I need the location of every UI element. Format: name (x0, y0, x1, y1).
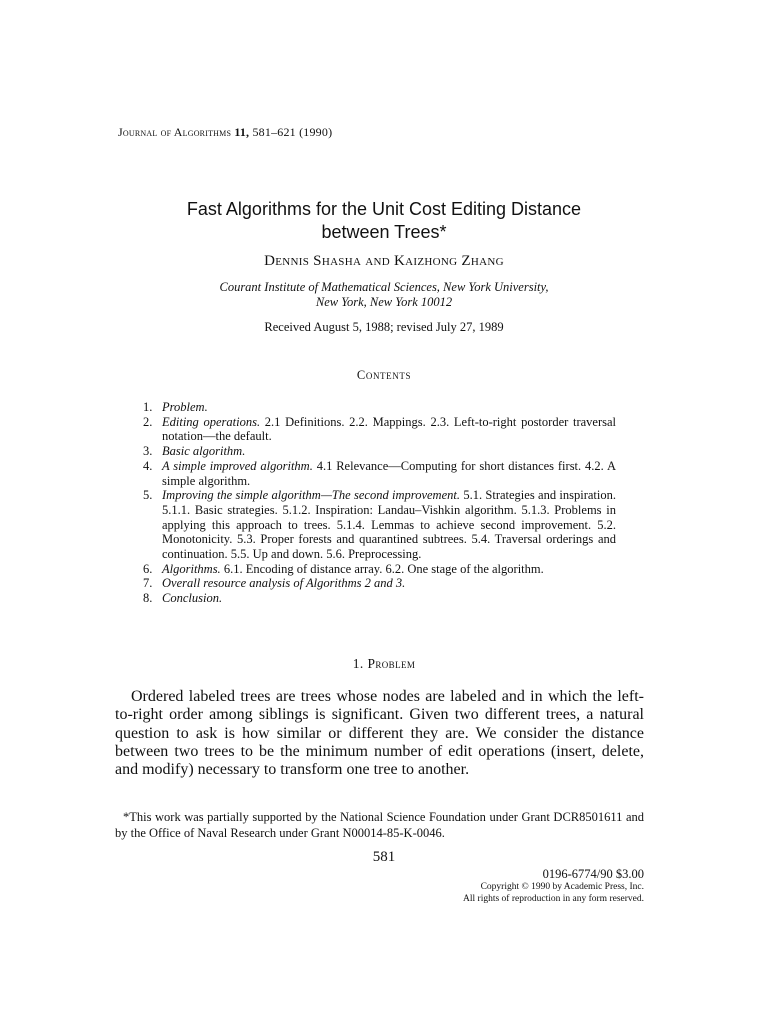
journal-pages-year: 581–621 (1990) (252, 125, 333, 139)
toc-item-title: Conclusion. (162, 591, 223, 606)
page-number: 581 (372, 849, 396, 865)
toc-item-title: Basic algorithm. (162, 444, 246, 459)
toc-item-subsections: 4.1 Relevance—Computing for short distances first. 4.2. A simple algorithm. (162, 458, 616, 488)
affiliation-line-1: Courant Institute of Mathematical Sciences, New York University, (219, 280, 549, 294)
rights-notice: All rights of reproduction in any form reserved. (463, 894, 644, 904)
journal-header (118, 125, 332, 140)
table-of-contents (143, 400, 616, 606)
toc-item (143, 576, 616, 591)
contents-heading: Contents (356, 368, 412, 382)
toc-item-number: 5. (143, 488, 153, 503)
authors: Dennis Shasha and Kaizhong Zhang (264, 253, 504, 269)
toc-item-subsections: 2.1 Definitions. 2.2. Mappings. 2.3. Left-to-right postorder traversal notation—the default. (162, 414, 616, 444)
toc-item (143, 488, 616, 562)
price-code: 0196-6774/90 $3.00 (542, 867, 644, 881)
toc-item-title: Editing operations. (162, 414, 261, 429)
toc-item-title: Improving the simple algorithm—The second improvement. (162, 488, 460, 503)
toc-item-title: Overall resource analysis of Algorithms 2 and 3. (162, 576, 406, 591)
toc-item (143, 415, 616, 444)
toc-item-number: 4. (143, 458, 153, 473)
paper-title-line-1: Fast Algorithms for the Unit Cost Editing Distance (186, 199, 582, 219)
toc-item-number: 7. (143, 576, 153, 591)
toc-item (143, 591, 616, 606)
affiliation-line-2: New York, New York 10012 (315, 295, 453, 309)
toc-item-title: Problem. (162, 400, 208, 414)
toc-item (143, 400, 616, 415)
footnote: *This work was partially supported by the National Science Foundation under Grant DCR8501611 and by the Office of Naval Research under Grant N00014-85-K-0046. (115, 810, 644, 840)
toc-item-number: 8. (143, 591, 153, 606)
journal-volume: 11, (234, 125, 250, 139)
received-date: Received August 5, 1988; revised July 27, 1989 (264, 320, 504, 334)
section-title: Problem (367, 656, 416, 671)
toc-item-title: A simple improved algorithm. (162, 458, 313, 473)
toc-item-number: 3. (143, 444, 153, 459)
journal-name: Journal of Algorithms (118, 125, 232, 139)
toc-item-number: 1. (143, 400, 153, 414)
paper-title-line-2: between Trees* (321, 222, 447, 242)
toc-item (143, 444, 616, 459)
toc-item-number: 6. (143, 561, 153, 576)
affiliation (100, 280, 668, 310)
body-paragraph: Ordered labeled trees are trees whose nodes are labeled and in which the left-to-right order among siblings is significant. Given two different trees, a natural question to ask is how similar or different they are. We consider the distance between two trees to be the minimum number of edit operations (insert, delete, and modify) necessary to transform one tree to another. (115, 688, 644, 779)
section-number: 1. (352, 656, 364, 671)
toc-item-subsections: 5.1. Strategies and inspiration. 5.1.1. Basic strategies. 5.1.2. Inspiration: Landau–Vishkin algorithm. 5.1.3. Problems in applying this approach to trees. 5.1.4. Lemmas to achieve second improvement. 5.2. Monotonicity. 5.3. Proper forests and quarantined subtrees. 5.4. Traversal orderings and continuation. 5.5. Up and down. 5.6. Preprocessing. (162, 488, 616, 562)
toc-item (143, 459, 616, 488)
paper-title (100, 198, 668, 244)
section-heading (100, 656, 668, 672)
toc-item-number: 2. (143, 414, 153, 429)
toc-item-title: Algorithms. (162, 561, 221, 576)
toc-item (143, 562, 616, 577)
copyright-notice: Copyright © 1990 by Academic Press, Inc. (480, 882, 644, 892)
toc-item-subsections: 6.1. Encoding of distance array. 6.2. One stage of the algorithm. (220, 561, 544, 576)
